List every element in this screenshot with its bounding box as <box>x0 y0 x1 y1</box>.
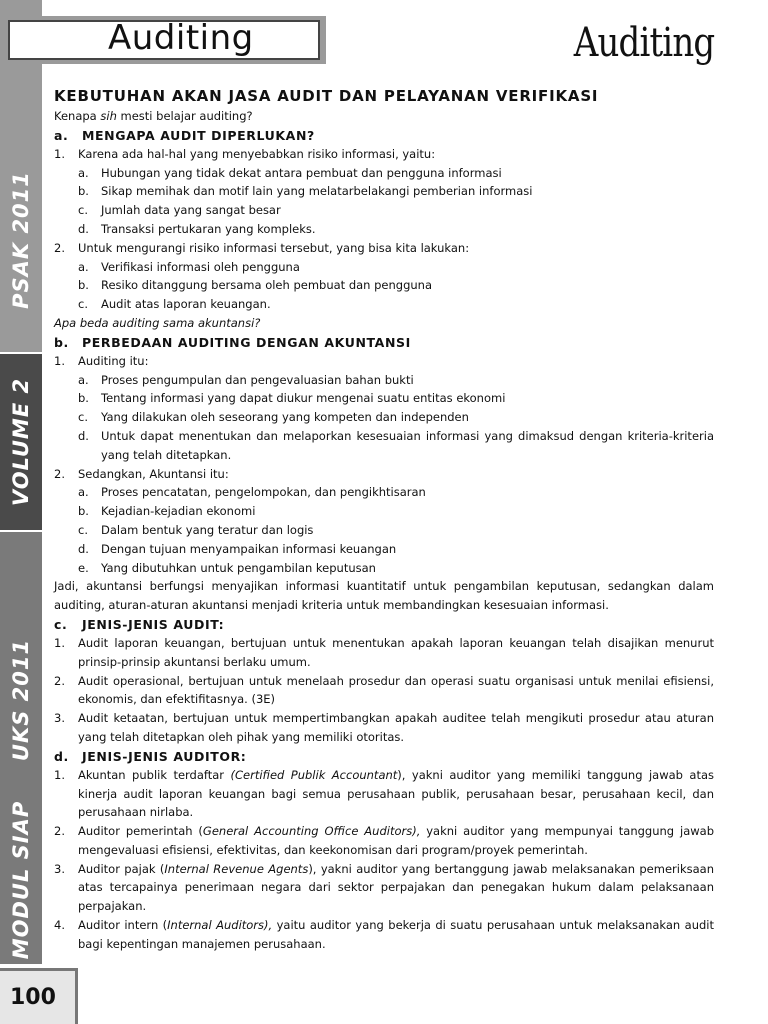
sub-letter: d. <box>78 221 89 236</box>
item-text <box>78 860 714 916</box>
sub-text: Jumlah data yang sangat besar <box>101 203 281 218</box>
sub-letter: d. <box>78 428 89 443</box>
section-c-heading <box>54 615 714 634</box>
sub-text: Dalam bentuk yang teratur dan logis <box>101 522 314 537</box>
section-b-heading <box>54 333 714 352</box>
item-text: Audit laporan keuangan, bertujuan untuk menentukan apakah laporan keuangan telah disajikan menurut prinsip-prinsip akuntansi berlaku umum. <box>78 635 714 669</box>
item-text <box>78 822 714 860</box>
sub-text: Proses pengumpulan dan pengevaluasian bahan bukti <box>101 372 414 387</box>
section-letter: b. <box>54 334 69 350</box>
section-d-list <box>54 766 714 954</box>
sub-item <box>78 201 714 220</box>
item-text: Auditing itu: <box>78 353 149 368</box>
sub-text: Yang dilakukan oleh seseorang yang kompeten dan independen <box>101 410 469 425</box>
item-emphasis: General Accounting Office Auditors), <box>202 824 421 839</box>
sub-item <box>78 164 714 183</box>
list-item <box>54 465 714 484</box>
sub-text: Untuk dapat menentukan dan melaporkan kesesuaian informasi yang dimaksud dengan kriteria-kriteria yang telah ditetapkan. <box>101 428 714 462</box>
item-emphasis: Internal Auditors), <box>167 918 273 933</box>
list-item <box>54 239 714 258</box>
list-item <box>54 860 714 916</box>
item-text <box>78 766 714 822</box>
list-item <box>54 916 714 954</box>
sub-item <box>78 182 714 201</box>
item-number: 1. <box>54 767 65 782</box>
sub-item <box>78 559 714 578</box>
section-title: MENGAPA AUDIT DIPERLUKAN? <box>82 127 315 143</box>
sub-item <box>78 502 714 521</box>
item-number: 2. <box>54 240 65 255</box>
sub-letter: b. <box>78 184 89 199</box>
sub-item <box>78 389 714 408</box>
item-number: 4. <box>54 918 65 933</box>
sub-item <box>78 408 714 427</box>
item-text: Karena ada hal-hal yang menyebabkan risiko informasi, yaitu: <box>78 146 436 161</box>
sub-text: Dengan tujuan menyampaikan informasi keuangan <box>101 541 397 556</box>
page-number: 100 <box>10 985 56 1010</box>
sub-text: Tentang informasi yang dapat diukur mengenai suatu entitas ekonomi <box>101 391 506 406</box>
item-text-b: ), yakni auditor yang memiliki tanggung jawab atas kinerja audit laporan keuangan bagi semua perusahaan publik, perusahaan besar, perusahaan kecil, dan perusahaan nirlaba. <box>78 767 714 820</box>
section-title: JENIS-JENIS AUDIT: <box>82 616 225 632</box>
band-text-modul: MODUL SIAP <box>9 800 33 960</box>
intro-text-a: Kenapa <box>54 109 101 123</box>
item-text: Untuk mengurangi risiko informasi tersebut, yang bisa kita lakukan: <box>78 240 470 255</box>
sub-letter: c. <box>78 522 88 537</box>
item-text-a: Auditor intern ( <box>78 918 168 933</box>
auditing-logo: Auditing <box>573 20 714 66</box>
section-title: JENIS-JENIS AUDITOR: <box>82 748 247 764</box>
section-c-list <box>54 634 714 747</box>
section-letter: d. <box>54 748 69 764</box>
item-text-a: Auditor pajak ( <box>78 861 165 876</box>
page-title: Auditing <box>108 18 254 58</box>
sub-letter: c. <box>78 203 88 218</box>
item-number: 2. <box>54 466 65 481</box>
item-number: 1. <box>54 635 65 650</box>
sub-letter: a. <box>78 165 89 180</box>
main-content <box>54 85 714 954</box>
sub-letter: b. <box>78 391 89 406</box>
sub-letter: b. <box>78 278 89 293</box>
list-item <box>54 709 714 747</box>
sub-list <box>78 164 714 239</box>
sub-text: Yang dibutuhkan untuk pengambilan keputusan <box>101 560 376 575</box>
page-number-box <box>0 968 78 1024</box>
header-title-box <box>8 20 320 60</box>
sub-list <box>78 371 714 465</box>
item-text <box>78 916 714 954</box>
section-a-heading <box>54 126 714 145</box>
item-emphasis: (Certified Publik Accountant <box>230 767 398 782</box>
intro-text-b: mesti belajar auditing? <box>116 109 253 123</box>
sub-text: Verifikasi informasi oleh pengguna <box>101 259 300 274</box>
sub-item <box>78 220 714 239</box>
question-b: Apa beda auditing sama akuntansi? <box>54 315 261 330</box>
section-letter: a. <box>54 127 69 143</box>
list-item <box>54 634 714 672</box>
item-number: 1. <box>54 146 65 161</box>
intro-question <box>54 107 714 126</box>
sub-text: Hubungan yang tidak dekat antara pembuat dan pengguna informasi <box>101 165 502 180</box>
conclusion-paragraph: Jadi, akuntansi berfungsi menyajikan informasi kuantitatif untuk pengambilan keputusan, sedangkan dalam auditing, aturan-aturan akuntansi menjadi kriteria untuk membandingkan kesesuaian informasi. <box>54 579 714 613</box>
list-item <box>54 672 714 710</box>
item-text-b: yaitu auditor yang bekerja di suatu perusahaan untuk melaksanakan audit bagi kepentingan manajemen perusahaan. <box>78 918 714 951</box>
intro-emphasis: sih <box>100 109 117 123</box>
section-b-list <box>54 352 714 578</box>
side-band <box>0 0 42 1024</box>
sub-letter: e. <box>78 560 89 575</box>
sub-text: Transaksi pertukaran yang kompleks. <box>101 221 316 236</box>
sub-list <box>78 483 714 577</box>
sub-letter: c. <box>78 297 88 312</box>
sub-text: Proses pencatatan, pengelompokan, dan pengikhtisaran <box>101 485 426 500</box>
item-number: 3. <box>54 711 65 726</box>
sub-letter: a. <box>78 485 89 500</box>
item-number: 3. <box>54 861 65 876</box>
sub-letter: a. <box>78 372 89 387</box>
sub-letter: b. <box>78 504 89 519</box>
item-text: Sedangkan, Akuntansi itu: <box>78 466 229 481</box>
sub-item <box>78 427 714 465</box>
item-number: 2. <box>54 824 65 839</box>
sub-item <box>78 295 714 314</box>
sub-letter: a. <box>78 259 89 274</box>
sub-item <box>78 521 714 540</box>
item-emphasis: Internal Revenue Agents <box>164 861 309 876</box>
sub-item <box>78 258 714 277</box>
list-item <box>54 145 714 164</box>
section-d-heading <box>54 747 714 766</box>
item-text-a: Auditor pemerintah ( <box>78 824 203 839</box>
sub-text: Audit atas laporan keuangan. <box>101 297 271 312</box>
item-text: Audit operasional, bertujuan untuk menelaah prosedur dan operasi suatu organisasi untuk menilai efisiensi, ekonomis, dan efektifitasnya. (3E) <box>78 673 714 707</box>
sub-list <box>78 258 714 314</box>
sub-text: Sikap memihak dan motif lain yang melatarbelakangi pemberian informasi <box>101 184 533 199</box>
band-text-volume: VOLUME 2 <box>9 377 33 507</box>
sub-item <box>78 371 714 390</box>
main-heading: KEBUTUHAN AKAN JASA AUDIT DAN PELAYANAN VERIFIKASI <box>54 87 599 105</box>
item-text-a: Akuntan publik terdaftar <box>78 767 231 782</box>
sub-letter: c. <box>78 410 88 425</box>
item-text-b: ), yakni auditor yang bertanggung jawab melaksanakan pemeriksaan atas tercapainya penerimaan negara dari sektor perpajakan dan penegakan hukum dalam pelaksanaan perpajakan. <box>78 861 714 914</box>
list-item <box>54 766 714 822</box>
sub-item <box>78 276 714 295</box>
section-a-list <box>54 145 714 314</box>
sub-item <box>78 483 714 502</box>
item-number: 1. <box>54 353 65 368</box>
sub-text: Kejadian-kejadian ekonomi <box>101 504 256 519</box>
section-title: PERBEDAAN AUDITING DENGAN AKUNTANSI <box>82 334 411 350</box>
sub-text: Resiko ditanggung bersama oleh pembuat dan pengguna <box>101 278 433 293</box>
list-item <box>54 352 714 371</box>
sub-letter: d. <box>78 541 89 556</box>
band-text-psak: PSAK 2011 <box>9 171 33 309</box>
list-item <box>54 822 714 860</box>
sub-item <box>78 540 714 559</box>
band-text-uks: UKS 2011 <box>9 638 33 762</box>
item-number: 2. <box>54 673 65 688</box>
section-letter: c. <box>54 616 68 632</box>
item-text: Audit ketaatan, bertujuan untuk mempertimbangkan apakah auditee telah mengikuti prosedur atau aturan yang telah ditetapkan oleh pihak yang memiliki otoritas. <box>78 711 714 744</box>
item-text-b: yakni auditor yang mempunyai tanggung jawab mengevaluasi efisiensi, efektivitas, dan keekonomisan dari program/proyek pemerintah. <box>78 824 714 857</box>
